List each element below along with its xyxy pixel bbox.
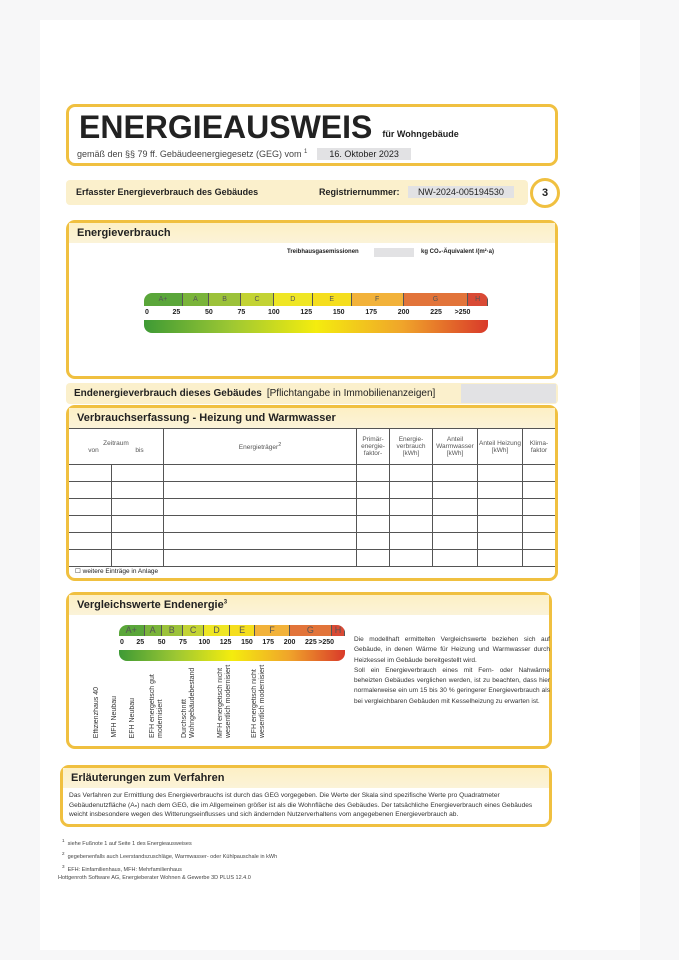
registration-number: NW-2024-005194530: [408, 186, 514, 198]
tick-label: 0: [120, 639, 124, 646]
tick-label: 75: [179, 639, 187, 646]
class-band-C: C: [183, 625, 204, 636]
tick-label: >250: [454, 309, 471, 316]
tick-label: 25: [172, 309, 181, 316]
class-band-A: A: [183, 293, 209, 306]
table-row: [69, 482, 555, 499]
class-band-C: C: [241, 293, 273, 306]
endenergie-bar: [66, 383, 558, 404]
vergleich-box: Vergleichswerte Endenergie$^3$ A+ A B C D E F G H 0 25 50 75 100 125 150 175 200 225 >250 Effizienzhaus 40 MFH Neubau EFH Neubau EFH energetisch gut modernisiert Durchschnitt Wohngebäudebestand MFH energetisch nicht wesentlich modernisiert EFH energetisch nicht wesentlich modernisiert Die modellhaft ermittelten Vergleichswerte beziehen sich auf Gebäude, in denen Wärme für Heizung und Warmwasser durch Heizkessel im Gebäude bereitgestellt wird. Soll ein Energieverbrauch eines mit Fern- oder Nahwärme beheizten Gebäudes verglichen werden, ist zu beachten, dass hier normalerweise ein um 15 bis 30 % geringerer Energieverbrauch als bei vergleichbaren Gebäuden mit Kesselheizung zu erwarten ist.: [66, 592, 552, 749]
endenergie-value: [461, 384, 556, 403]
energieverbrauch-box: [66, 220, 558, 379]
table-row: [69, 533, 555, 550]
class-band-B: B: [209, 293, 241, 306]
law-reference: gemäß den §§ 79 ff. Gebäudeenergiegesetz (GEG) vom $^1$: [77, 149, 308, 159]
endenergie-note: [Pflichtangabe in Immobilienanzeigen]: [266, 388, 436, 399]
tick-label: 175: [365, 309, 377, 316]
tick-label: 200: [283, 639, 296, 646]
tick-label: 200: [397, 309, 410, 316]
comparison-note: Die modellhaft ermittelten Vergleichswerte beziehen sich auf Gebäude, in denen Wärme für Heizung und Warmwasser durch Heizkessel im Gebäude bereitgestellt wird. Soll ein Energieverbrauch eines mit Fern- oder Nahwärme beheizten Gebäudes verglichen werden, ist zu beachten, dass hier normalerweise ein um 15 bis 30 % geringerer Energieverbrauch als bei vergleichbaren Gebäuden mit Kesselheizung zu erwarten ist.: [354, 636, 550, 705]
class-band-G: G: [404, 293, 469, 306]
comparison-label: MFH Neubau: [111, 696, 118, 738]
explanation-text: Das Verfahren zur Ermittlung des Energieverbrauchs ist durch das GEG vorgegeben. Die Werte der Skala sind spezifische Werte pro Quadratmeter Gebäudenutzfläche (Aₙ) nach dem GEG, die im Allgemeinen größer ist als die Wohnfläche des Gebäudes. Der tatsächliche Energieverbrauch eines Gebäudes weicht insbesondere wegen des Witterungseinflusses und sich ändernden Nutzerverhaltens vom angegebenen Energieverbrauch ab.: [69, 792, 533, 818]
class-band-D: D: [204, 625, 230, 636]
section-heading: Erläuterungen zum Verfahren: [63, 768, 549, 788]
endenergie-label: Endenergieverbrauch dieses Gebäudes: [74, 388, 262, 399]
class-band-A: A: [145, 625, 162, 636]
class-band-B: B: [162, 625, 183, 636]
tick-label: 100: [198, 639, 211, 646]
tick-label: 225: [430, 309, 442, 316]
class-band-H: H: [468, 293, 487, 306]
page-number-badge: 3: [530, 178, 560, 208]
class-band-F: F: [352, 293, 404, 306]
class-band-H: H: [332, 625, 345, 636]
class-band-G: G: [290, 625, 333, 636]
emission-unit: kg CO₂-Äquivalent /(m²·a): [421, 249, 495, 255]
tick-label: 75: [237, 309, 246, 316]
comparison-label: EFH Neubau: [129, 697, 136, 738]
comparison-label: Durchschnitt Wohngebäudebestand: [181, 667, 196, 738]
tick-label: 150: [332, 309, 345, 316]
class-band-D: D: [274, 293, 313, 306]
section-heading: Energieverbrauch: [69, 223, 555, 243]
subtitle: für Wohngebäude: [382, 129, 459, 139]
tick-label: 125: [300, 309, 313, 316]
comparison-label: EFH energetisch nicht wesentlich modernisiert: [251, 664, 266, 738]
section-heading: Vergleichswerte Endenergie: [77, 599, 224, 611]
class-band-E: E: [313, 293, 352, 306]
consumption-table: Zeitraum von bis Energieträger$^2$ Primär-energie-faktor- Energie-verbrauch [kWh] Anteil Warmwasser [kWh] Anteil Heizung [kWh] Klima-faktor: [69, 428, 555, 567]
tick-label: 125: [219, 639, 232, 646]
tick-label: 100: [267, 309, 280, 316]
section-label: Erfasster Energieverbrauch des Gebäudes: [76, 187, 259, 197]
table-row: [69, 465, 555, 482]
gradient-bar: [119, 650, 345, 661]
table-row: [69, 516, 555, 533]
tick-label: 0: [145, 309, 149, 316]
comparison-label: MFH energetisch nicht wesentlich modernisiert: [217, 664, 232, 738]
more-entries-checkbox[interactable]: ☐ weitere Einträge in Anlage: [75, 568, 159, 575]
class-band-A+: A+: [119, 625, 145, 636]
tick-label: >250: [318, 639, 335, 646]
table-row: [69, 550, 555, 567]
tick-label: 150: [241, 639, 253, 646]
tick-label: 50: [157, 639, 166, 646]
emission-value: [374, 248, 414, 257]
registration-label: Registriernummer:: [319, 187, 400, 197]
comparison-label: EFH energetisch gut modernisiert: [149, 674, 164, 738]
tick-label: 25: [136, 639, 145, 646]
verbrauch-box: [66, 405, 558, 581]
document-title: ENERGIEAUSWEIS: [79, 109, 373, 145]
class-band-E: E: [230, 625, 256, 636]
tick-label: 175: [262, 639, 275, 646]
table-row: [69, 499, 555, 516]
section-heading: Verbrauchserfassung - Heizung und Warmwasser: [69, 408, 555, 428]
section-bar: [66, 180, 528, 205]
tick-label: 225: [305, 639, 317, 646]
software-credit: Hottgenroth Software AG, Energieberater Wohnen & Gewerbe 3D PLUS 12.4.0: [58, 875, 251, 882]
erlaeuterung-box: [60, 765, 552, 827]
comparison-label: Effizienzhaus 40: [93, 686, 100, 738]
class-band-A+: A+: [144, 293, 183, 306]
tick-label: 50: [204, 309, 213, 316]
gradient-bar: [144, 320, 488, 333]
emission-label: Treibhausgasemissionen: [287, 249, 359, 255]
issue-date: 16. Oktober 2023: [317, 148, 411, 160]
title-box: [66, 104, 558, 166]
footnotes: $^1$ siehe Fußnote 1 auf Seite 1 des Energieausweises $^2$ gegebenenfalls auch Leerstandszuschläge, Warmwasser- oder Kühlpauschale in kWh $^3$ EFH: Einfamilienhaus, MFH: Mehrfamilienhaus Hottgenroth Software AG, Energieberater Wohnen & Gewerbe 3D PLUS 12.4.0: [58, 838, 278, 882]
class-band-F: F: [255, 625, 289, 636]
